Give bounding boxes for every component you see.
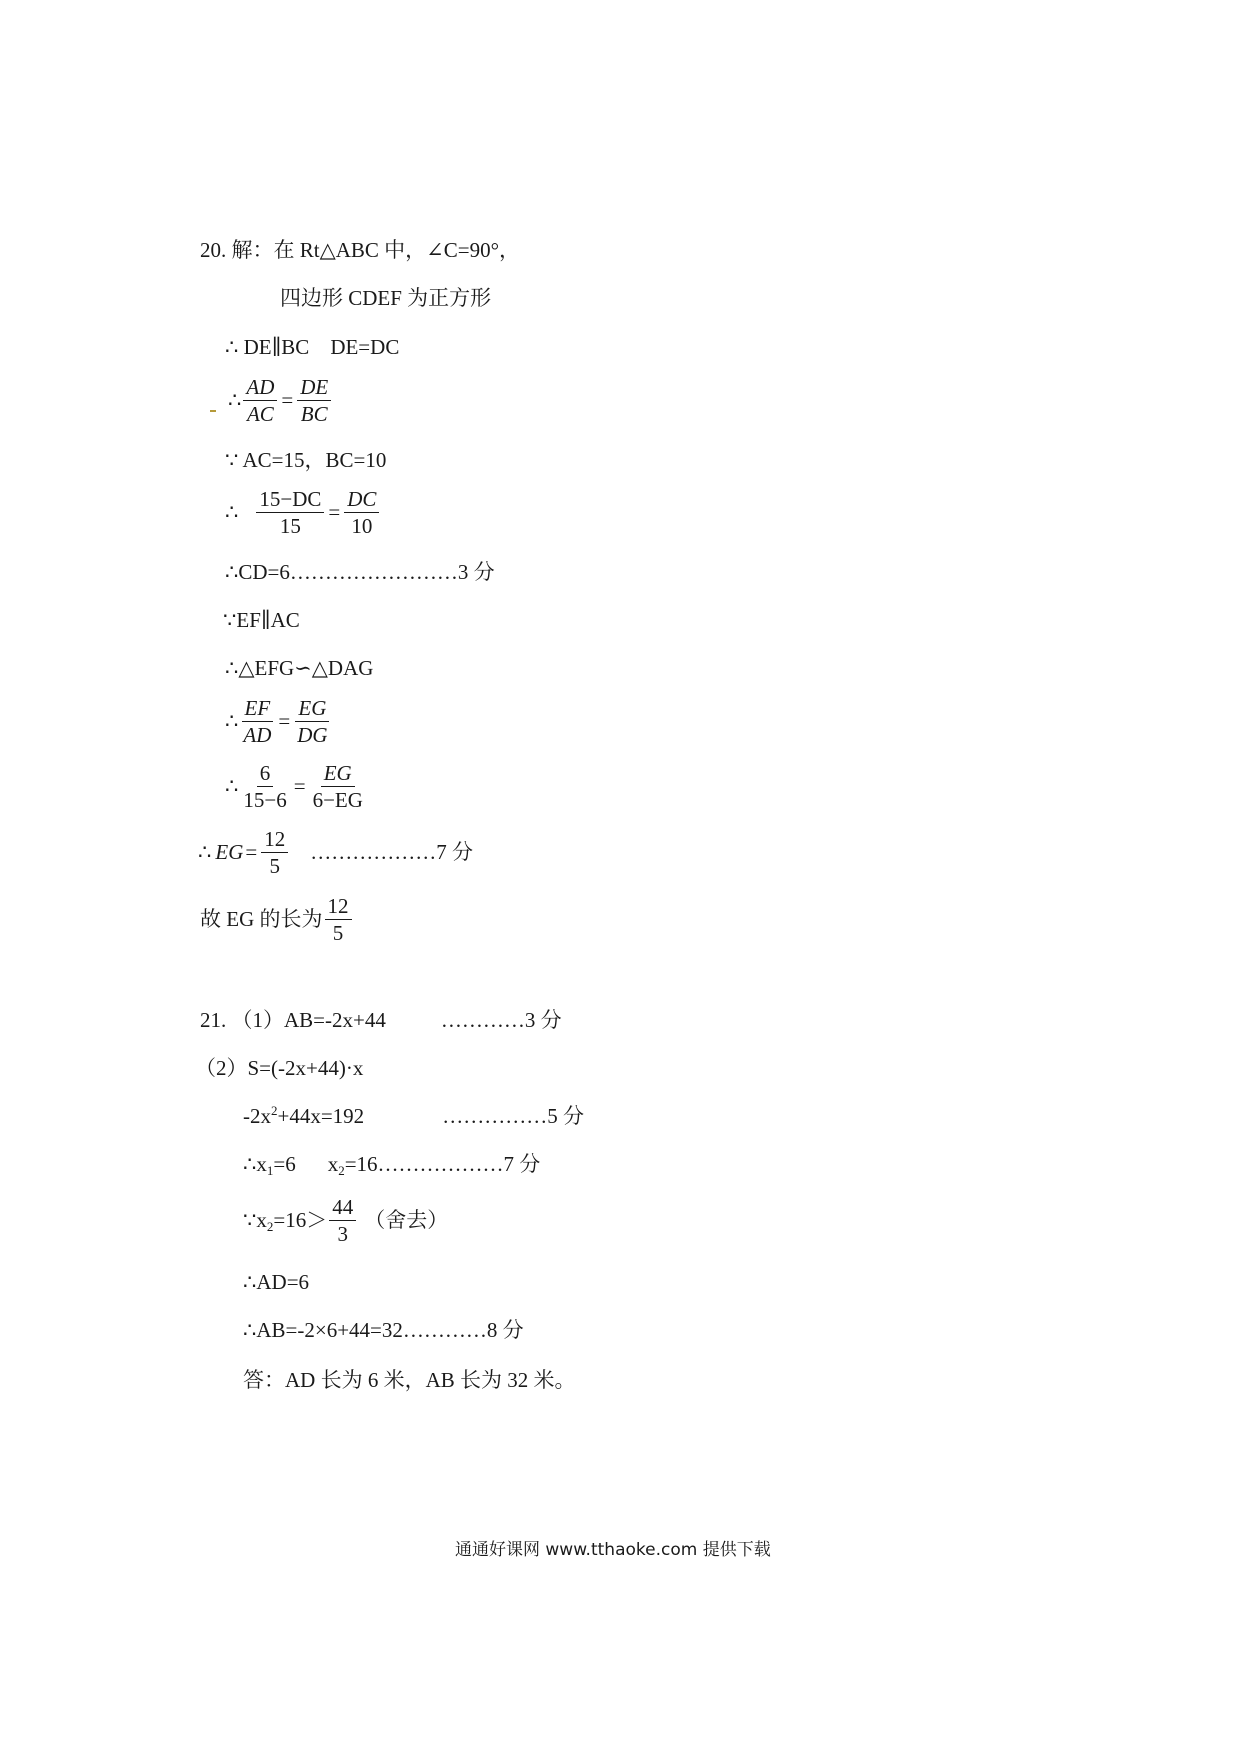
- equals-sign: =: [293, 774, 306, 799]
- fraction: [294, 695, 330, 749]
- scan-speck: [210, 410, 216, 412]
- equals-sign: =: [278, 709, 291, 734]
- numerator: EG: [295, 695, 329, 722]
- denominator: 10: [351, 514, 373, 539]
- numerator: 15−DC: [256, 486, 324, 513]
- q21-line2: （2）S=(-2x+44)·x: [195, 1056, 364, 1080]
- expr-part: x: [327, 1152, 339, 1176]
- numerator: 6: [257, 760, 274, 787]
- denominator: 15: [279, 514, 301, 539]
- q20-fraction-eq5: [198, 826, 473, 880]
- score-marker: …………3 分: [440, 1008, 562, 1032]
- numerator: DC: [344, 486, 379, 513]
- numerator: EF: [242, 695, 274, 722]
- superscript: 2: [271, 1103, 278, 1118]
- fraction: [325, 893, 352, 947]
- q20-line8: ∵EF∥AC: [223, 608, 300, 632]
- numerator: 44: [329, 1194, 356, 1221]
- numerator: 12: [261, 826, 288, 853]
- therefore-symbol: ∴: [228, 388, 242, 413]
- q20-fraction-eq2: [225, 486, 381, 540]
- therefore-symbol: ∴: [198, 840, 212, 865]
- q20-line7: ∴CD=6……………………3 分: [225, 560, 495, 584]
- q20-fraction-eq3: [225, 695, 333, 749]
- fraction: [344, 486, 379, 540]
- denominator: DG: [297, 723, 328, 748]
- fraction: [329, 1194, 356, 1248]
- denominator: 15−6: [243, 788, 287, 813]
- subscript: 2: [338, 1163, 345, 1178]
- q20-fraction-eq4: [225, 760, 368, 814]
- fraction: [240, 760, 289, 814]
- denominator: 5: [332, 921, 344, 946]
- q20-fraction-eq1: [228, 374, 333, 428]
- fraction: [310, 760, 366, 814]
- discard-note: （舍去）: [364, 1208, 449, 1233]
- score-marker: ……………5 分: [442, 1104, 584, 1128]
- q21-line3: [243, 1103, 584, 1128]
- q20-line9: ∴△EFG∽△DAG: [225, 656, 374, 680]
- numerator: DE: [297, 374, 331, 401]
- expr-part: =6: [273, 1152, 296, 1176]
- numerator: AD: [243, 374, 277, 401]
- denominator: BC: [300, 402, 328, 427]
- equals-sign: =: [245, 840, 258, 865]
- therefore-symbol: ∴: [225, 500, 239, 525]
- fraction: [240, 695, 274, 749]
- q20-line3: ∴ DE∥BC DE=DC: [225, 335, 400, 359]
- q20-line2: 四边形 CDEF 为正方形: [280, 286, 492, 310]
- expr-part: ∴x: [243, 1152, 267, 1176]
- q21-line4: [243, 1152, 541, 1178]
- equals-sign: =: [281, 388, 294, 413]
- denominator: 3: [337, 1222, 348, 1247]
- q21-part1-text: 21. （1）AB=-2x+44: [200, 1008, 386, 1032]
- q20-line5: ∵ AC=15，BC=10: [225, 448, 387, 472]
- q20-line1: 20. 解：在 Rt△ABC 中，∠C=90°，: [200, 238, 521, 262]
- conclusion-text: 故 EG 的长为: [200, 907, 323, 932]
- fraction: [243, 374, 277, 428]
- fraction: [256, 486, 324, 540]
- denominator: AC: [246, 402, 274, 427]
- q21-answer: 答：AD 长为 6 米，AB 长为 32 米。: [243, 1368, 576, 1392]
- q20-conclusion: [200, 893, 354, 947]
- score-marker: ………………7 分: [310, 840, 473, 865]
- equals-sign: =: [328, 500, 341, 525]
- q21-line1: [200, 1010, 562, 1031]
- footer-watermark-text: 通通好课网 www.tthaoke.com 提供下载: [455, 1540, 771, 1560]
- subscript: 1: [266, 1163, 274, 1178]
- q21-line6: ∴AD=6: [243, 1270, 310, 1294]
- therefore-symbol: ∴: [225, 774, 239, 799]
- eg-variable: EG: [215, 840, 244, 865]
- fraction: [297, 374, 331, 428]
- numerator: 12: [325, 893, 352, 920]
- subscript: 2: [266, 1219, 274, 1235]
- score-marker: =16………………7 分: [344, 1152, 541, 1176]
- denominator: 6−EG: [312, 788, 363, 813]
- fraction: [261, 826, 288, 880]
- expr-part: ∵x: [243, 1208, 267, 1233]
- numerator: EG: [321, 760, 355, 787]
- expr-part: +44x=192: [277, 1104, 365, 1128]
- therefore-symbol: ∴: [225, 709, 239, 734]
- expr-part: -2x: [243, 1104, 271, 1128]
- denominator: 5: [269, 854, 280, 879]
- denominator: AD: [243, 723, 272, 748]
- expr-part: =16＞: [273, 1208, 328, 1233]
- q21-line5: [243, 1194, 448, 1248]
- q21-line7: ∴AB=-2×6+44=32…………8 分: [243, 1318, 524, 1342]
